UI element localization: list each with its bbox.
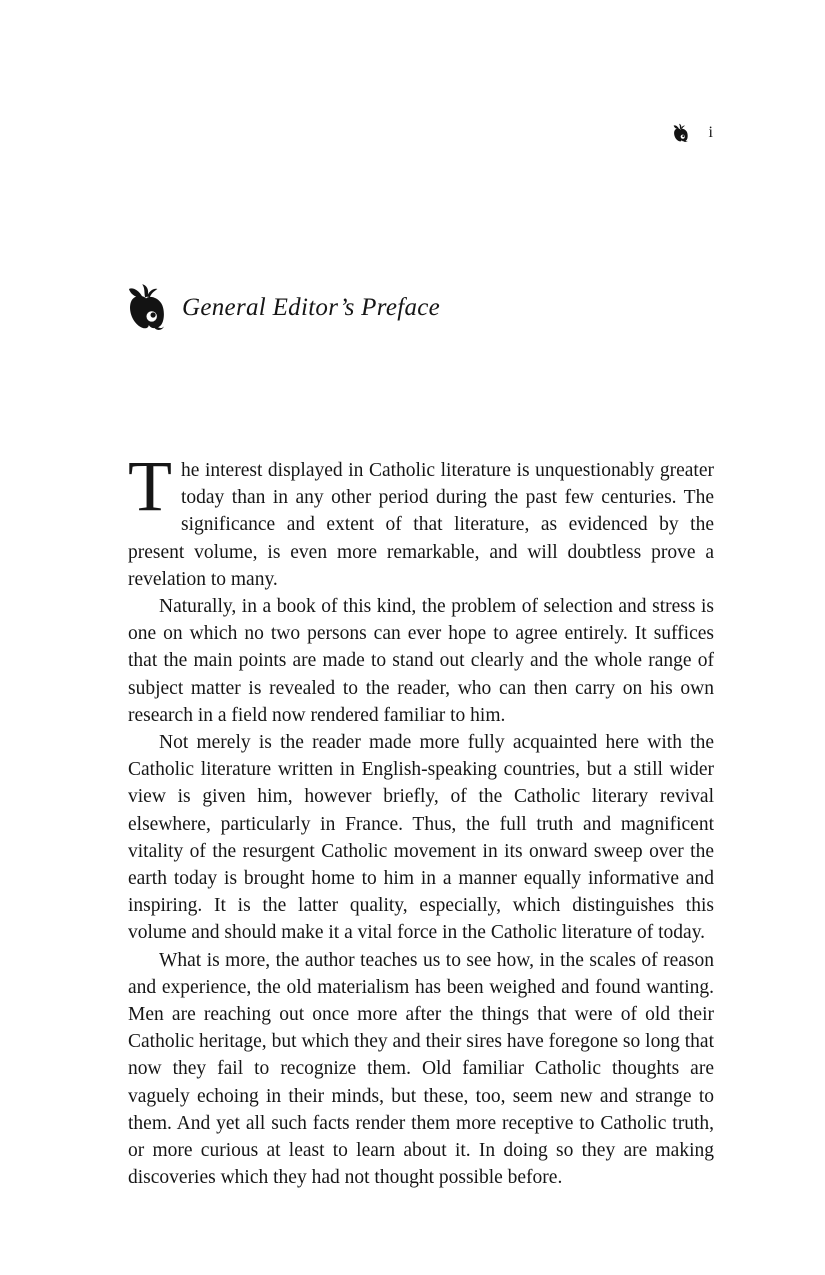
body-text: [128, 446, 714, 1191]
chapter-heading: [128, 282, 440, 330]
page-number: i: [708, 124, 713, 141]
paragraph-text: he interest displayed in Catholic literature is unquestionably greater today than in any other period during the past few centuries. The significance and extent of that literature, as evidenced by the present volume, is even more remarkable, and will doubtless prove a revelation to many.: [128, 460, 714, 590]
apple-ornament-icon: [128, 282, 164, 330]
body-paragraph: [128, 446, 714, 593]
apple-ornament-icon: [673, 123, 688, 142]
body-paragraph: Naturally, in a book of this kind, the problem of selection and stress is one on which no two persons can ever hope to agree entirely. It suffices that the main points are made to stand out clearly and the whole range of subject matter is revealed to the reader, who can then carry on his own research in a field now rendered familiar to him.: [128, 596, 714, 726]
running-head: [0, 123, 713, 142]
chapter-title: General Editor’s Preface: [182, 293, 441, 321]
body-paragraph: What is more, the author teaches us to see how, in the scales of reason and experience, the old materialism has been weighed and found wanting. Men are reaching out once more after the things that were of old their Catholic heritage, but which they and their sires have foregone so long that now they fail to recognize them. Old familiar Catholic thoughts are vaguely echoing in their minds, but these, too, seem new and strange to them. And yet all such facts render them more receptive to Catholic truth, or more curious at least to learn about it. In doing so they are making discoveries which they had not thought possible before.: [128, 949, 714, 1189]
body-paragraph: Not merely is the reader made more fully acquainted here with the Catholic literature written in English-speaking countries, but a still wider view is given him, however briefly, of the Catholic literary revival elsewhere, particularly in France. Thus, the full truth and magnificent vitality of the resurgent Catholic movement in its onward sweep over the earth today is brought home to him in a manner equally informative and inspiring. It is the latter quality, especially, which distinguishes this volume and should make it a vital force in the Catholic literature of today.: [128, 732, 714, 944]
drop-cap: T: [128, 446, 172, 526]
